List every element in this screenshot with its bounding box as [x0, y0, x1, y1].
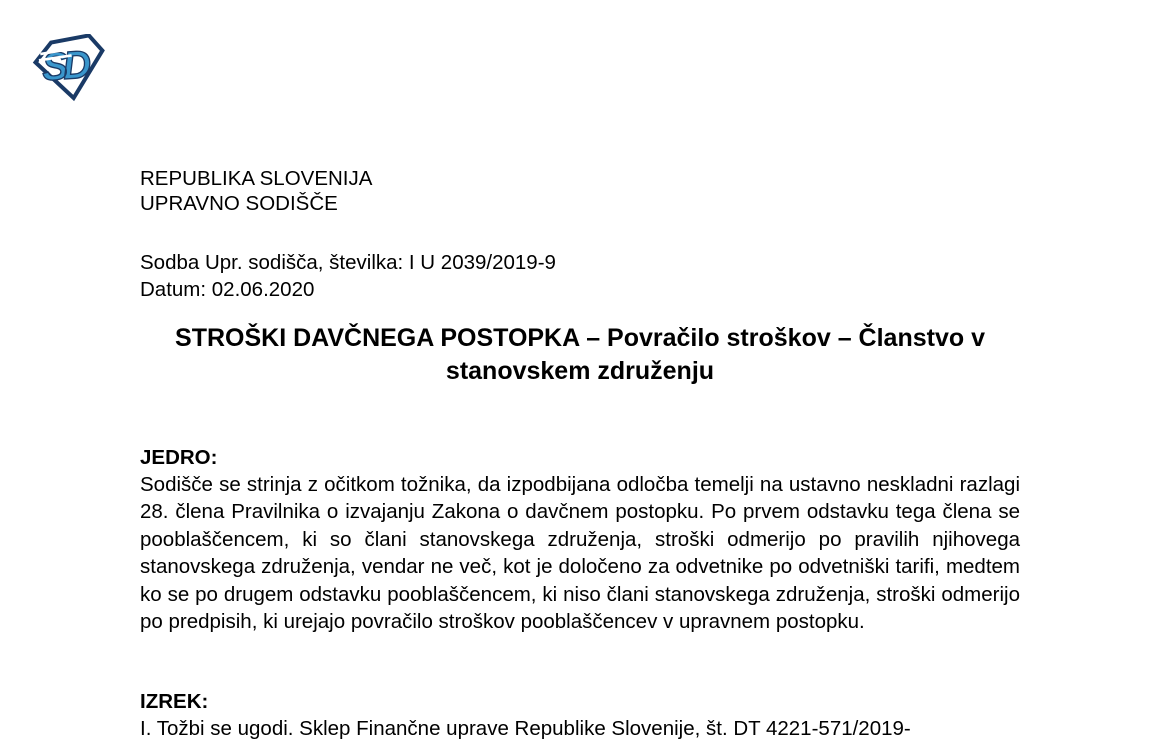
jedro-body: Sodišče se strinja z očitkom tožnika, da izpodbijana odločba temelji na ustavno neskladni razlagi 28. člena Pravilnika o izvajanju Zakona o davčnem postopku. Po prvem odstavku tega člena se pooblaščencem, ki so člani stanovskega združenja, stroški odmerijo po pravilih njihovega stanovskega združenja, vendar ne več, kot je določeno za odvetnike po odvetniški tarifi, medtem ko se po drugem odstavku pooblaščencem, ki niso člani stanovskega združenja, stroški odmerijo po predpisih, ki urejajo povračilo stroškov pooblaščencev v upravnem postopku.	[140, 473, 1020, 634]
judgment-date-line: Datum: 02.06.2020	[140, 278, 315, 301]
court-logo	[28, 34, 108, 104]
court-header	[140, 166, 372, 216]
judgment-meta	[140, 249, 556, 303]
izrek-heading: IZREK:	[140, 690, 209, 713]
document-title: STROŠKI DAVČNEGA POSTOPKA – Povračilo stroškov – Članstvo v stanovskem združenju	[175, 324, 985, 385]
section-izrek	[140, 688, 1020, 742]
section-jedro	[140, 444, 1020, 635]
izrek-body: I. Tožbi se ugodi. Sklep Finančne uprave Republike Slovenije, št. DT 4221-571/2019-	[140, 717, 911, 740]
sd-emblem-icon	[28, 34, 108, 104]
court-name: UPRAVNO SODIŠČE	[140, 192, 338, 215]
jedro-heading: JEDRO:	[140, 446, 218, 469]
judgment-number-line: Sodba Upr. sodišča, številka: I U 2039/2019-9	[140, 251, 556, 274]
republic-name: REPUBLIKA SLOVENIJA	[140, 167, 373, 190]
sd-letters: SD	[40, 43, 88, 90]
